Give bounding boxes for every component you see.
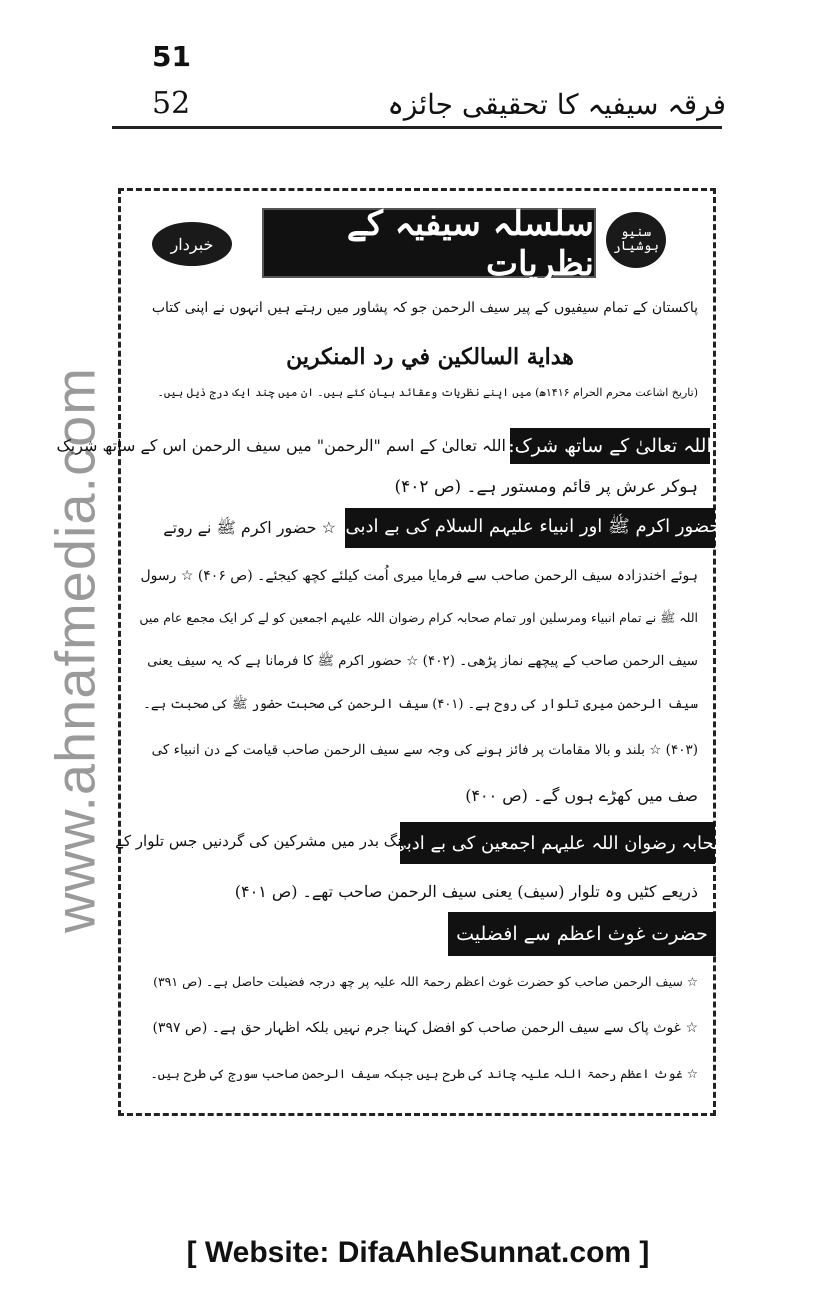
intro-line: پاکستان کے تمام سیفیوں کے پیر سیف الرحمن جو کہ پشاور میں رہتے ہیں انہوں نے اپنی کتاب — [151, 300, 698, 316]
header-rule — [112, 126, 722, 129]
section-prophets-heading-text: حضور اکرم ﷺ اور انبیاء علیہم السلام کی بے ادبی: — [339, 516, 721, 537]
section-prophets-line-2: اللہ ﷺ نے تمام انبیاء ومرسلین اور تمام صحابہ کرام رضوان اللہ علیہم اجمعین کو لے کر ایک مجمع عام میں — [139, 610, 698, 625]
section-shirk-heading — [510, 428, 710, 464]
date-line: (تاریخ اشاعت محرم الحرام ۱۴۱۶ھ) میں اپنے نظریات وعقائد بیان کئے ہیں۔ ان میں چند ایک درج ذیل ہیں۔ — [157, 386, 698, 399]
section-prophets-line-6: صف میں کھڑے ہوں گے۔ (ص ۴۰۰) — [465, 786, 698, 805]
seal-right-text: سنیو ہوشیار — [613, 224, 659, 254]
footer-website: [ Website: DifaAhleSunnat.com ] — [186, 1236, 650, 1269]
seal-left-text: خبردار — [170, 234, 214, 254]
section-ghaus-heading-text: حضرت غوث اعظم سے افضلیت — [456, 923, 708, 945]
section-ghaus-line-2: ☆ غوث پاک سے سیف الرحمن صاحب کو افضل کہنا جرم نہیں بلکہ اظہار حق ہے۔ (ص ۳۹۷) — [152, 1020, 698, 1036]
section-companions-heading — [385, 822, 730, 864]
running-title: فرقہ سیفیہ کا تحقیقی جائزہ — [387, 88, 726, 121]
watermark — [20, 320, 130, 980]
section-shirk-line-1: اللہ تعالیٰ کے اسم "الرحمن" میں سیف الرحمن اس کے ساتھ شریک — [56, 436, 506, 455]
page-number-printed: 52 — [152, 86, 191, 121]
section-ghaus-line-1: ☆ سیف الرحمن صاحب کو حضرت غوث اعظم رحمۃ اللہ علیہ پر چھ درجہ فضیلت حاصل ہے۔ (ص ۳۹۱) — [153, 974, 698, 989]
section-prophets-line-1: ہوئے اخندزادہ سیف الرحمن صاحب سے فرمایا میری اُمت کیلئے کچھ کیجئے۔ (ص ۴۰۶) ☆ رسول — [140, 568, 698, 584]
seal-left-badge — [152, 222, 232, 266]
section-ghaus-line-3: ☆ غوث اعظم رحمۃ اللہ علیہ چاند کی طرح ہیں جبکہ سیف الرحمن صاحب سورج کی طرح ہیں۔ — [150, 1066, 698, 1081]
section-prophets-lead: ☆ حضور اکرم ﷺ نے روتے — [163, 518, 336, 537]
section-prophets-line-5: (۴۰۳) ☆ بلند و بالا مقامات پر فائز ہونے کی وجہ سے سیف الرحمن صاحب قیامت کے دن انبیاء کی — [151, 742, 698, 758]
section-prophets-line-4: سیف الرحمن میری تلوار کی روح ہے۔ (۴۰۱) سیف الرحمن کی صحبت حضور ﷺ کی صحبت ہے۔ — [143, 697, 698, 712]
seal-right-badge — [606, 212, 666, 268]
page-number-top: 51 — [152, 40, 191, 73]
section-ghaus-heading — [448, 912, 716, 956]
book-title: هداية السالكين في رد المنكرين — [286, 344, 574, 370]
section-prophets-line-3: سیف الرحمن صاحب کے پیچھے نماز پڑھی۔ (۴۰۲) ☆ حضور اکرم ﷺ کا فرمانا ہے کہ یہ سیف یعنی — [147, 653, 698, 669]
section-shirk-heading-text: اللہ تعالیٰ کے ساتھ شرک: — [508, 435, 712, 457]
section-companions-lead: جنگ بدر میں مشرکین کی گردنیں جس تلوار کے — [115, 832, 411, 850]
main-heading-text: سلسلہ سیفیہ کے نظریات — [346, 203, 594, 284]
section-prophets-heading — [339, 508, 721, 548]
section-shirk-line-2: ہوکر عرش پر قائم ومستور ہے۔ (ص ۴۰۲) — [394, 477, 698, 497]
watermark-text: www.ahnafmedia.com — [43, 367, 107, 933]
section-companions-heading-text: صحابہ رضوان اللہ علیہم اجمعین کی بے ادبی: — [385, 832, 730, 854]
main-heading — [262, 203, 596, 284]
section-companions-line-1: ذریعے کٹیں وہ تلوار (سیف) یعنی سیف الرحمن صاحب تھے۔ (ص ۴۰۱) — [234, 882, 698, 901]
